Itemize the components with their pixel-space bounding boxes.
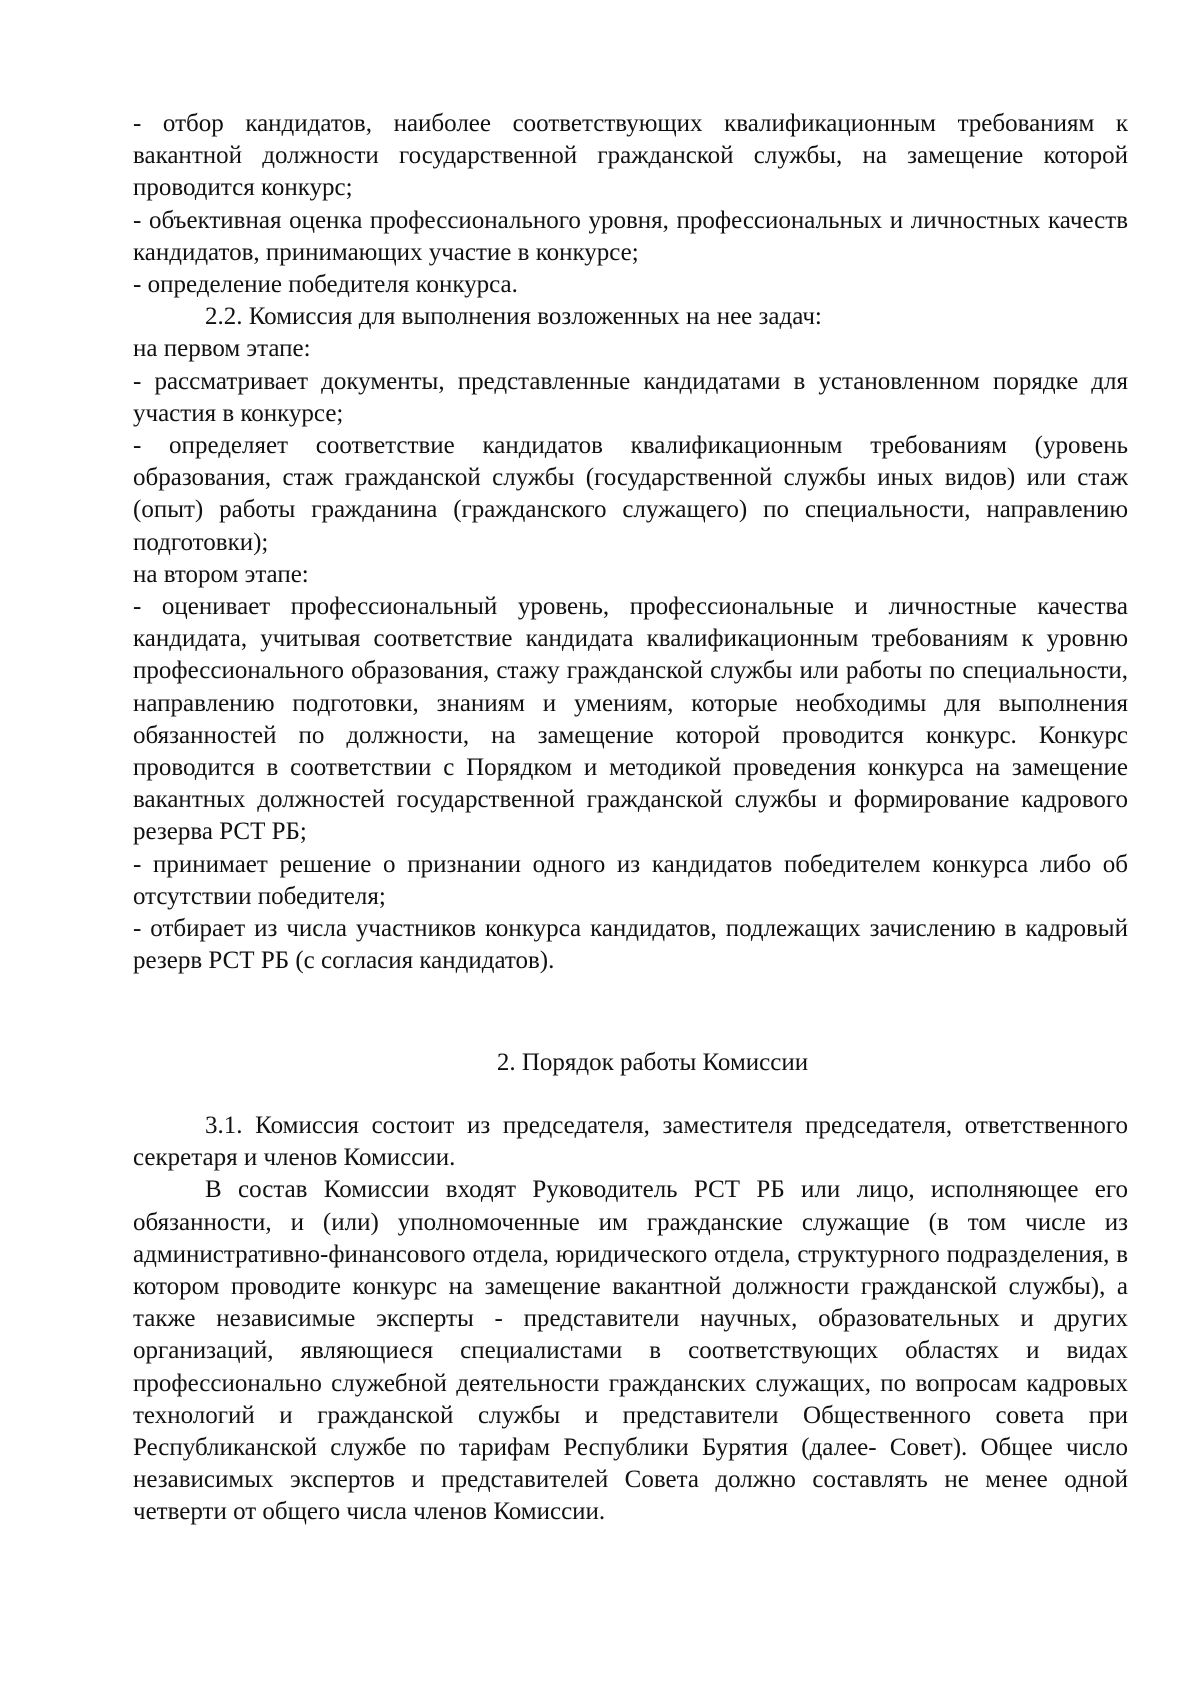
list-item-makes-decision: - принимает решение о признании одного из кандидатов победителем конкурса либо об отсутствии победителя; [133,850,1128,910]
list-item-determines-compliance: - определяет соответствие кандидатов квалификационным требованиям (уровень образования, стаж гражданской службы (государственной службы иных видов) или стаж (опыт) работы гражданина (гражданского служащего) по специальности, направлению подготовки); [133,432,1128,556]
bottom-text-block [133,1110,1128,1529]
list-item-evaluates-level: - оценивает профессиональный уровень, профессиональные и личностные качества кандидата, учитывая соответствие кандидата квалификационным требованиям к уровню профессионального образования, стажу гражданской службы или работы по специальности, направлению подготовки, знаниям и умениям, которые необходимы для выполнения обязанностей по должности, на замещение которой проводится конкурс. Конкурс проводится в соответствии с Порядком и методикой проведения конкурса на замещение вакантных должностей государственной гражданской службы и формирование кадрового резерва РСТ РБ; [133,593,1128,846]
list-item-winner-determination: - определение победителя конкурса. [133,271,518,299]
list-item-candidate-selection: - отбор кандидатов, наиболее соответствующих квалификационным требованиям к вакантной должности государственной гражданской службы, на замещение которой проводится конкурс; [133,110,1128,202]
list-item-selects-reserve: - отбирает из числа участников конкурса кандидатов, подлежащих зачислению в кадровый резерв РСТ РБ (с согласия кандидатов). [133,915,1128,975]
section-heading: 2. Порядок работы Комиссии [496,1049,809,1076]
list-item-objective-assessment: - объективная оценка профессионального уровня, профессиональных и личностных качеств кандидатов, принимающих участие в конкурсе; [133,206,1128,266]
list-item-reviews-documents: - рассматривает документы, представленные кандидатами в установленном порядке для участия в конкурсе; [133,367,1128,427]
top-text-block [133,108,1128,977]
paragraph-3-1: 3.1. Комиссия состоит из председателя, заместителя председателя, ответственного секретаря и членов Комиссии. [133,1112,1128,1172]
paragraph-2-2: 2.2. Комиссия для выполнения возложенных на нее задач: [205,303,822,331]
stage-two-label: на втором этапе: [133,560,309,588]
stage-one-label: на первом этапе: [133,335,311,363]
paragraph-commission-composition: В состав Комиссии входят Руководитель РСТ РБ или лицо, исполняющее его обязанности, и (или) уполномоченные им гражданские служащие (в том числе из административно-финансового отдела, юридического отдела, структурного подразделения, в котором проводите конкурс на замещение вакантной должности гражданской службы), а также независимые эксперты - представители научных, образовательных и других организаций, являющиеся специалистами в соответствующих областях и видах профессионально служебной деятельности гражданских служащих, по вопросам кадровых технологий и гражданской службы и представители Общественного совета при Республиканской службе по тарифам Республики Бурятия (далее- Совет). Общее число независимых экспертов и представителей Совета должно составлять не менее одной четверти от общего числа членов Комиссии. [133,1176,1128,1526]
